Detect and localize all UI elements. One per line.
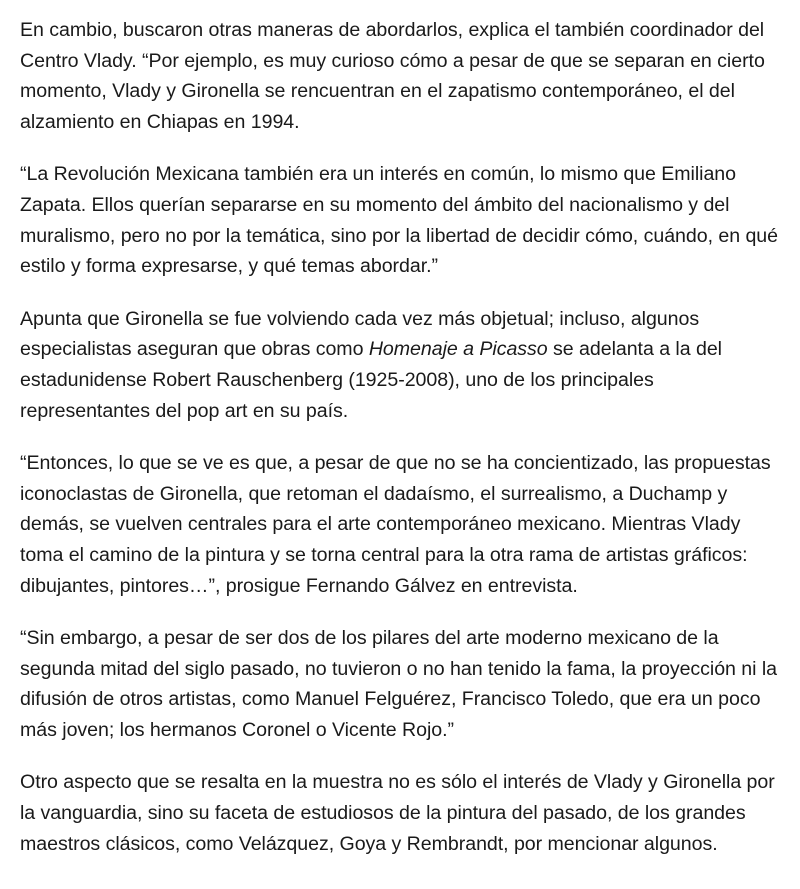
- paragraph-3-text-end: se adelanta a la del estadunidense Robert Rauschenberg (1925-2008), uno de los principales representantes del pop art en su país.: [20, 338, 722, 422]
- artwork-title: Homenaje a Picasso: [368, 338, 548, 361]
- paragraph-3: [20, 304, 778, 426]
- paragraph-5-text: “Sin embargo, a pesar de ser dos de los pilares del arte moderno mexicano de la segunda mitad del siglo pasado, no tuvieron o no han tenido la fama, la proyección ni la difusión de otros artistas, como Manuel Felguérez, Francisco Toledo, que era un poco más joven; los hermanos Coronel o Vicente Rojo.”: [20, 627, 777, 741]
- paragraph-4: [20, 448, 778, 601]
- paragraph-6: [20, 767, 778, 859]
- paragraph-1-text: En cambio, buscaron otras maneras de abordarlos, explica el también coordinador del Centro Vlady. “Por ejemplo, es muy curioso cómo a pesar de que se separan en cierto momento, Vlady y Gironella se rencuentran en el zapatismo contemporáneo, el del alzamiento en Chiapas en 1994.: [20, 19, 765, 133]
- paragraph-6-text: Otro aspecto que se resalta en la muestra no es sólo el interés de Vlady y Gironella por la vanguardia, sino su faceta de estudiosos de la pintura del pasado, de los grandes maestros clásicos, como Velázquez, Goya y Rembrandt, por mencionar algunos.: [20, 771, 775, 855]
- paragraph-5: [20, 623, 778, 745]
- paragraph-1: [20, 15, 778, 137]
- paragraph-4-text: “Entonces, lo que se ve es que, a pesar de que no se ha concientizado, las propuestas iconoclastas de Gironella, que retoman el dadaísmo, el surrealismo, a Duchamp y demás, se vuelven centrales para el arte contemporáneo mexicano. Mientras Vlady toma el camino de la pintura y se torna central para la otra rama de artistas gráficos: dibujantes, pintores…”, prosigue Fernando Gálvez en entrevista.: [20, 452, 771, 597]
- paragraph-2: [20, 159, 778, 281]
- paragraph-3-text-start: Apunta que Gironella se fue volviendo cada vez más objetual; incluso, algunos especialistas aseguran que obras como: [20, 307, 700, 361]
- paragraph-2-text: “La Revolución Mexicana también era un interés en común, lo mismo que Emiliano Zapata. Ellos querían separarse en su momento del ámbito del nacionalismo y del muralismo, pero no por la temática, sino por la libertad de decidir cómo, cuándo, en qué estilo y forma expresarse, y qué temas abordar.”: [20, 163, 778, 278]
